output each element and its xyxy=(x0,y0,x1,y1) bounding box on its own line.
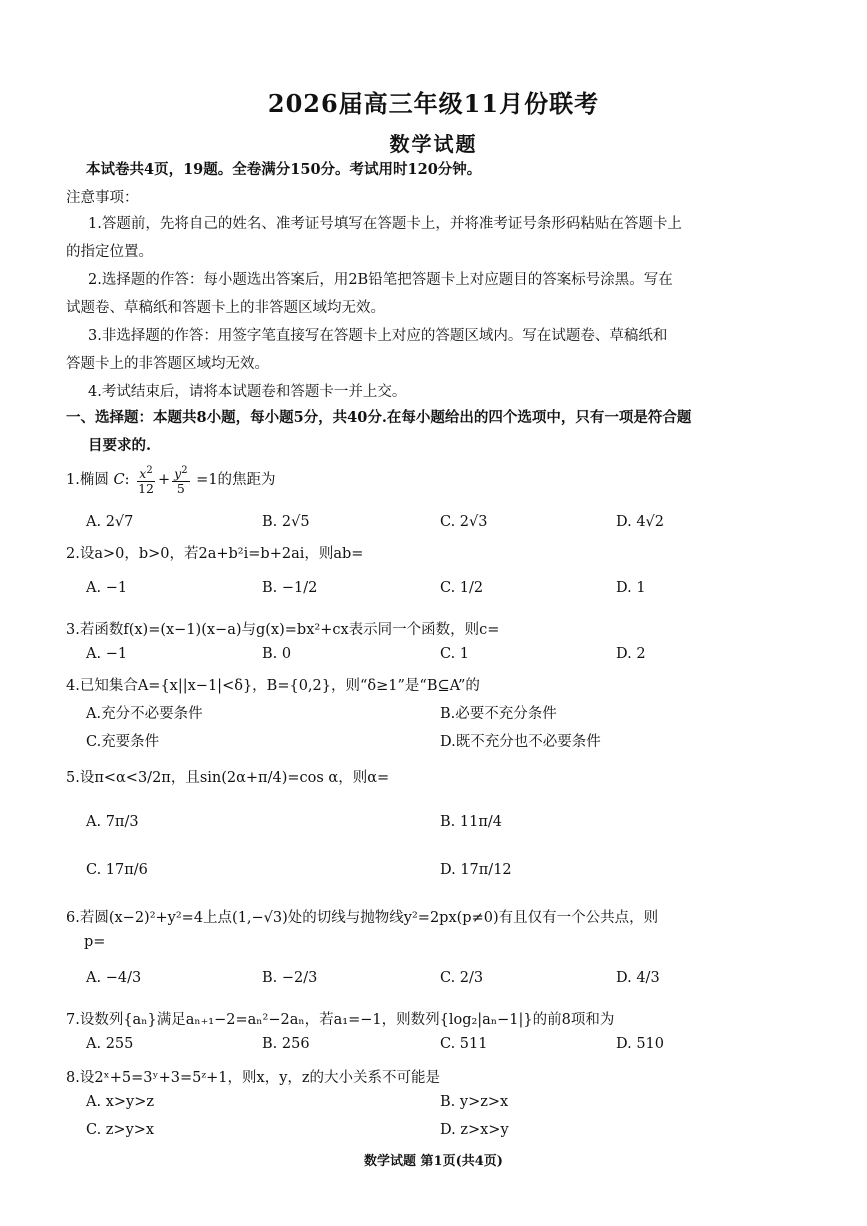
q2-option-a[interactable]: A. −1 xyxy=(86,580,128,596)
note-line: 4.考试结束后，请将本试题卷和答题卡一并上交。 xyxy=(88,384,407,400)
q8-option-a[interactable]: A. x>y>z xyxy=(86,1094,154,1110)
q5-option-d[interactable]: D. 17π/12 xyxy=(440,862,512,878)
q1-stem-b: =1的焦距为 xyxy=(196,472,276,489)
question-6-line1: 6.若圆(x−2)²+y²=4上点(1,−√3)处的切线与抛物线y²=2px(p≠0)有且仅有一个公共点，则 xyxy=(66,910,659,926)
q1-option-a[interactable]: A. 2√7 xyxy=(86,514,134,530)
q2-option-c[interactable]: C. 1/2 xyxy=(440,580,484,596)
question-8: 8.设2ˣ+5=3ʸ+3=5ᶻ+1，则x，y，z的大小关系不可能是 xyxy=(66,1070,441,1086)
exam-intro: 本试卷共4页，19题。全卷满分150分。考试用时120分钟。 xyxy=(86,161,482,178)
q6-option-a[interactable]: A. −4/3 xyxy=(86,970,142,986)
q4-option-a[interactable]: A.充分不必要条件 xyxy=(86,706,203,722)
q2-option-b[interactable]: B. −1/2 xyxy=(262,580,318,596)
exam-title: 2026届高三年级11月份联考 xyxy=(267,89,600,118)
exam-subtitle: 数学试题 xyxy=(389,132,478,156)
note-line: 答题卡上的非答题区域均无效。 xyxy=(66,356,269,372)
question-4: 4.已知集合A={x||x−1|<δ}，B={0,2}，则“δ≥1”是“B⊆A”的 xyxy=(66,678,480,694)
q7-option-a[interactable]: A. 255 xyxy=(86,1036,134,1052)
q3-option-c[interactable]: C. 1 xyxy=(440,646,470,662)
q8-option-b[interactable]: B. y>z>x xyxy=(440,1094,509,1110)
question-7: 7.设数列{aₙ}满足aₙ₊₁−2=aₙ²−2aₙ，若a₁=−1，则数列{log₂|aₙ−1|}的前8项和为 xyxy=(66,1012,615,1028)
q2-option-d[interactable]: D. 1 xyxy=(616,580,646,596)
question-3: 3.若函数f(x)=(x−1)(x−a)与g(x)=bx²+cx表示同一个函数，则c= xyxy=(66,622,500,638)
question-2: 2.设a>0，b>0，若2a+b²i=b+2ai，则ab= xyxy=(66,546,364,562)
q5-option-c[interactable]: C. 17π/6 xyxy=(86,862,148,878)
q1-option-b[interactable]: B. 2√5 xyxy=(262,514,310,530)
notes-heading: 注意事项： xyxy=(66,190,139,206)
section-line: 一、选择题：本题共8小题，每小题5分，共40分.在每小题给出的四个选项中，只有一项是符合题 xyxy=(66,409,692,426)
section-heading xyxy=(66,404,806,460)
page-footer: 数学试题 第1页(共4页) xyxy=(364,1154,503,1169)
q8-option-d[interactable]: D. z>x>y xyxy=(440,1122,509,1138)
q4-option-b[interactable]: B.必要不充分条件 xyxy=(440,706,557,722)
q7-option-b[interactable]: B. 256 xyxy=(262,1036,310,1052)
question-5: 5.设π<α<3/2π，且sin(2α+π/4)=cos α，则α= xyxy=(66,770,390,786)
q1-option-c[interactable]: C. 2√3 xyxy=(440,514,488,530)
note-line: 3.非选择题的作答：用签字笔直接写在答题卡上对应的答题区域内。写在试题卷、草稿纸和 xyxy=(88,328,668,344)
q8-option-c[interactable]: C. z>y>x xyxy=(86,1122,155,1138)
q6-option-c[interactable]: C. 2/3 xyxy=(440,970,484,986)
q5-option-a[interactable]: A. 7π/3 xyxy=(86,814,139,830)
q7-option-d[interactable]: D. 510 xyxy=(616,1036,665,1052)
q3-option-b[interactable]: B. 0 xyxy=(262,646,292,662)
section-line: 目要求的. xyxy=(88,437,152,454)
note-line: 1.答题前，先将自己的姓名、准考证号填写在答题卡上，并将准考证号条形码粘贴在答题卡上 xyxy=(88,216,682,232)
question-6-line2: p= xyxy=(84,934,106,950)
q5-option-b[interactable]: B. 11π/4 xyxy=(440,814,502,830)
question-1 xyxy=(66,464,276,496)
q7-option-c[interactable]: C. 511 xyxy=(440,1036,488,1052)
q6-option-d[interactable]: D. 4/3 xyxy=(616,970,660,986)
note-line: 2.选择题的作答：每小题选出答案后，用2B铅笔把答题卡上对应题目的答案标号涂黑。写在 xyxy=(88,272,673,288)
q1-math: C: $\frac{x^2}{12}$ + $\frac{y^2}{5}$ xyxy=(113,465,188,497)
note-line: 的指定位置。 xyxy=(66,244,153,260)
q3-option-d[interactable]: D. 2 xyxy=(616,646,646,662)
q1-option-d[interactable]: D. 4√2 xyxy=(616,514,665,530)
q1-stem-a: 1.椭圆 xyxy=(66,472,109,489)
q6-option-b[interactable]: B. −2/3 xyxy=(262,970,318,986)
note-line: 试题卷、草稿纸和答题卡上的非答题区域均无效。 xyxy=(66,300,385,316)
q4-option-d[interactable]: D.既不充分也不必要条件 xyxy=(440,734,601,750)
q3-option-a[interactable]: A. −1 xyxy=(86,646,128,662)
q4-option-c[interactable]: C.充要条件 xyxy=(86,734,160,750)
